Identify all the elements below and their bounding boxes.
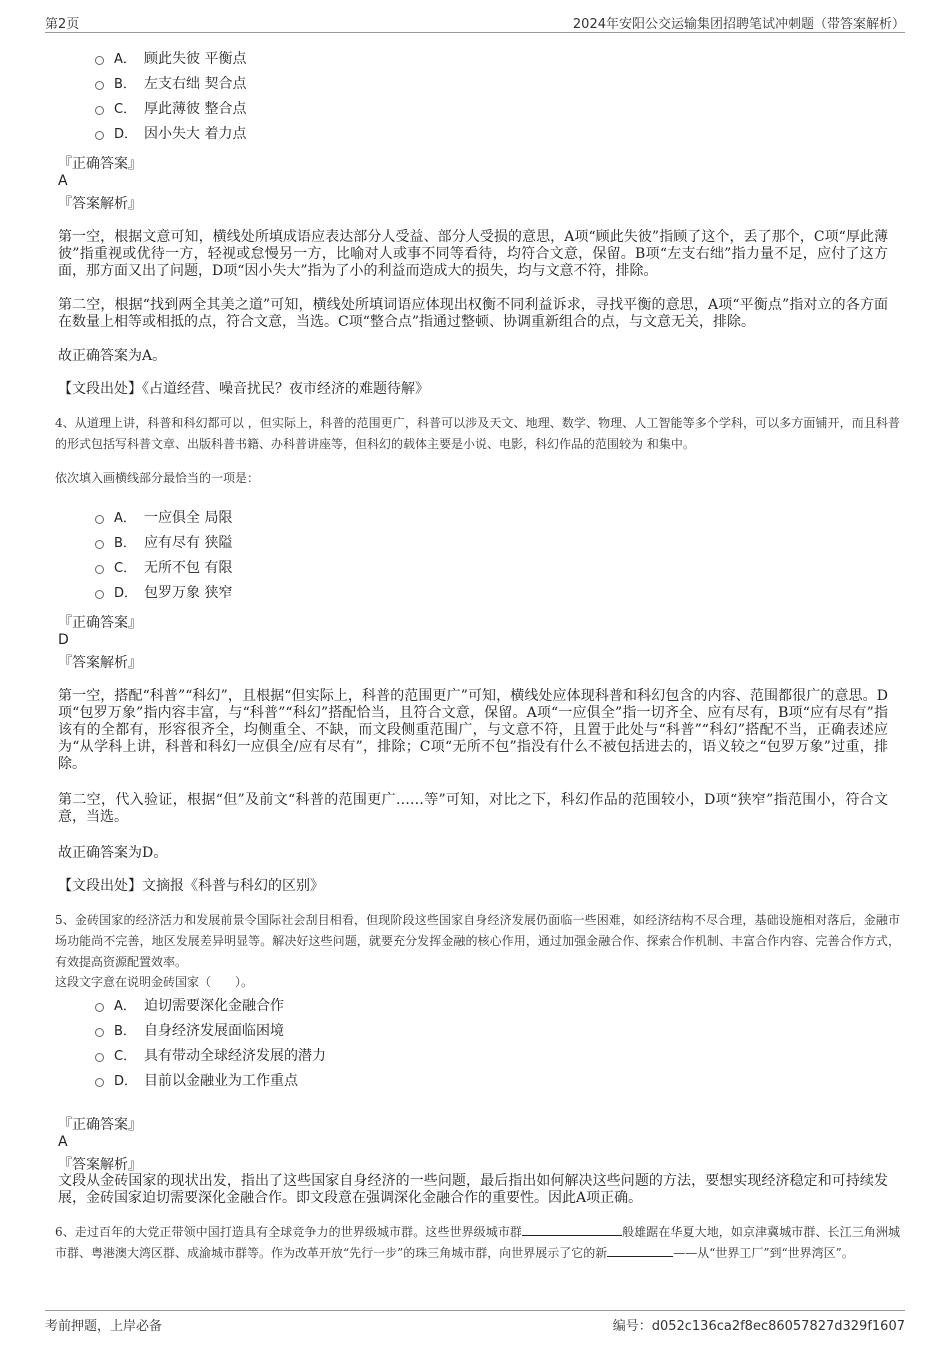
- q3-option-d[interactable]: D． 因小失大 着力点: [95, 120, 246, 145]
- q3-source: 【文段出处】《占道经营、噪音扰民？夜市经济的难题待解》: [58, 381, 429, 397]
- page-footer: [45, 1310, 905, 1333]
- q3-analysis-label: 『答案解析』: [58, 196, 142, 212]
- q4-source: 【文段出处】文摘报《科普与科幻的区别》: [58, 878, 324, 894]
- radio-icon[interactable]: [95, 1003, 104, 1012]
- q4-analysis-p3: 故正确答案为D。: [58, 845, 168, 861]
- q4-stem: 4、从道理上讲，科普和科幻都可以 ，但实际上，科普的范围更广，科普可以涉及天文、地理、数学、物理、人工智能等多个学科，可以多方面铺开，而且科普的形式包括写科普文章、出版科普书籍、办科普讲座等，但科幻的载体主要是小说、电影，科幻作品的范围较为 和集中。: [55, 416, 900, 451]
- q4-prompt: 依次填入画横线部分最恰当的一项是：: [55, 471, 260, 485]
- radio-icon[interactable]: [95, 1078, 104, 1087]
- q4-option-a[interactable]: A． 一应俱全 局限: [95, 504, 232, 529]
- q3-analysis-p3: 故正确答案为A。: [58, 348, 167, 364]
- q5-option-b[interactable]: B． 自身经济发展面临困境: [95, 1017, 326, 1042]
- q4-analysis-p1: 第一空，搭配“科普”“科幻”，且根据“但实际上，科普的范围更广”可知，横线处应体现科普和科幻包含的内容、范围都很广的意思。D项“包罗万象”指内容丰富，与“科普”“科幻”搭配恰当，且符合文意，保留。A项“一应俱全”指一切齐全、应有尽有，B项“应有尽有”指该有的全都有，形容很齐全，均侧重全、不缺，而文段侧重范围广，与文意不符，且置于此处与“科普”“科幻”搭配不当，正确表述应为“从学科上讲，科普和科幻一应俱全/应有尽有”，排除；C项“无所不包”指没有什么不被包括进去的，语义较之“包罗万象”过重，排除。: [58, 688, 888, 772]
- q4-analysis-p2: 第二空，代入验证，根据“但”及前文“科普的范围更广……等”可知，对比之下，科幻作品的范围较小，D项“狭窄”指范围小，符合文意，当选。: [58, 792, 888, 825]
- radio-icon[interactable]: [95, 81, 104, 90]
- q5-stem: 5、金砖国家的经济活力和发展前景令国际社会刮目相看，但现阶段这些国家自身经济发展仍面临一些困难，如经济结构不尽合理，基础设施相对落后，金融市场功能尚不完善，地区发展差异明显等。解决好这些问题，就要充分发挥金融的核心作用，通过加强金融合作、探索合作机制、丰富合作内容、完善合作方式，有效提高资源配置效率。: [55, 913, 900, 969]
- q5-answer-label: 『正确答案』: [58, 1117, 142, 1133]
- q3-option-c[interactable]: C． 厚此薄彼 整合点: [95, 95, 246, 120]
- radio-icon[interactable]: [95, 56, 104, 65]
- q4-option-d[interactable]: D． 包罗万象 狭窄: [95, 579, 232, 604]
- fill-blank[interactable]: [522, 1223, 622, 1236]
- q4-option-c[interactable]: C． 无所不包 有限: [95, 554, 232, 579]
- q5-option-c[interactable]: C． 具有带动全球经济发展的潜力: [95, 1042, 326, 1067]
- document-title: 2024年安阳公交运输集团招聘笔试冲刺题（带答案解析）: [572, 17, 905, 32]
- q5-analysis-p1: 文段从金砖国家的现状出发，指出了这些国家自身经济的一些问题，最后指出如何解决这些问题的方法，要想实现经济稳定和可持续发展，金砖国家迫切需要深化金融合作。即文段意在强调深化金融合作的重要性。因此A项正确。: [58, 1173, 888, 1206]
- q5-option-a[interactable]: A． 迫切需要深化金融合作: [95, 992, 326, 1017]
- radio-icon[interactable]: [95, 1028, 104, 1037]
- document-id: 编号：d052c136ca2f8ec86057827d329f1607: [612, 1319, 905, 1334]
- radio-icon[interactable]: [95, 590, 104, 599]
- radio-icon[interactable]: [95, 515, 104, 524]
- q4-options: [95, 504, 232, 604]
- q3-option-a[interactable]: A． 顾此失彼 平衡点: [95, 45, 246, 70]
- radio-icon[interactable]: [95, 540, 104, 549]
- footer-slogan: 考前押题，上岸必备: [45, 1319, 163, 1334]
- radio-icon[interactable]: [95, 1053, 104, 1062]
- radio-icon[interactable]: [95, 106, 104, 115]
- q3-analysis-p1: 第一空，根据文意可知，横线处所填成语应表达部分人受益、部分人受损的意思，A项“顾此失彼”指顾了这个，丢了那个，C项“厚此薄彼”指重视或优待一方，轻视或怠慢另一方，比喻对人或事不同等看待，均符合文意，保留。B项“左支右绌”指力量不足，应付了这方面，那方面又出了问题，D项“因小失大”指为了小的利益而造成大的损失，均与文意不符，排除。: [58, 229, 888, 279]
- fill-blank[interactable]: [607, 1244, 673, 1257]
- q5-option-d[interactable]: D． 目前以金融业为工作重点: [95, 1067, 326, 1092]
- q3-answer: A: [58, 173, 68, 189]
- q4-answer: D: [58, 632, 69, 648]
- page-header: [45, 10, 905, 33]
- radio-icon[interactable]: [95, 565, 104, 574]
- q6-stem: 6、走过百年的大党正带领中国打造具有全球竞争力的世界级城市群。这些世界级城市群 般雄踞在华夏大地，如京津冀城市群、长江三角洲城市群、粤港澳大湾区群、成渝城市群等。作为改革开放“先行一步”的珠三角城市群，向世界展示了它的新 ——从“世界工厂”到“世界湾区”。: [55, 1225, 900, 1260]
- q5-answer: A: [58, 1134, 68, 1150]
- q3-options: [95, 45, 246, 145]
- q4-analysis-label: 『答案解析』: [58, 655, 142, 671]
- q4-answer-label: 『正确答案』: [58, 615, 142, 631]
- q5-options: [95, 992, 326, 1092]
- radio-icon[interactable]: [95, 131, 104, 140]
- q3-answer-label: 『正确答案』: [58, 156, 142, 172]
- q4-option-b[interactable]: B． 应有尽有 狭隘: [95, 529, 232, 554]
- page-number: 第2页: [45, 17, 80, 32]
- q3-analysis-p2: 第二空，根据“找到两全其美之道”可知，横线处所填词语应体现出权衡不同利益诉求，寻找平衡的意思，A项“平衡点”指对立的各方面在数量上相等或相抵的点，符合文意，当选。C项“整合点”指通过整顿、协调重新组合的点，与文意无关，排除。: [58, 297, 888, 330]
- q5-analysis-label: 『答案解析』: [58, 1157, 142, 1173]
- q5-prompt: 这段文字意在说明金砖国家（ ）。: [55, 975, 254, 989]
- q3-option-b[interactable]: B． 左支右绌 契合点: [95, 70, 246, 95]
